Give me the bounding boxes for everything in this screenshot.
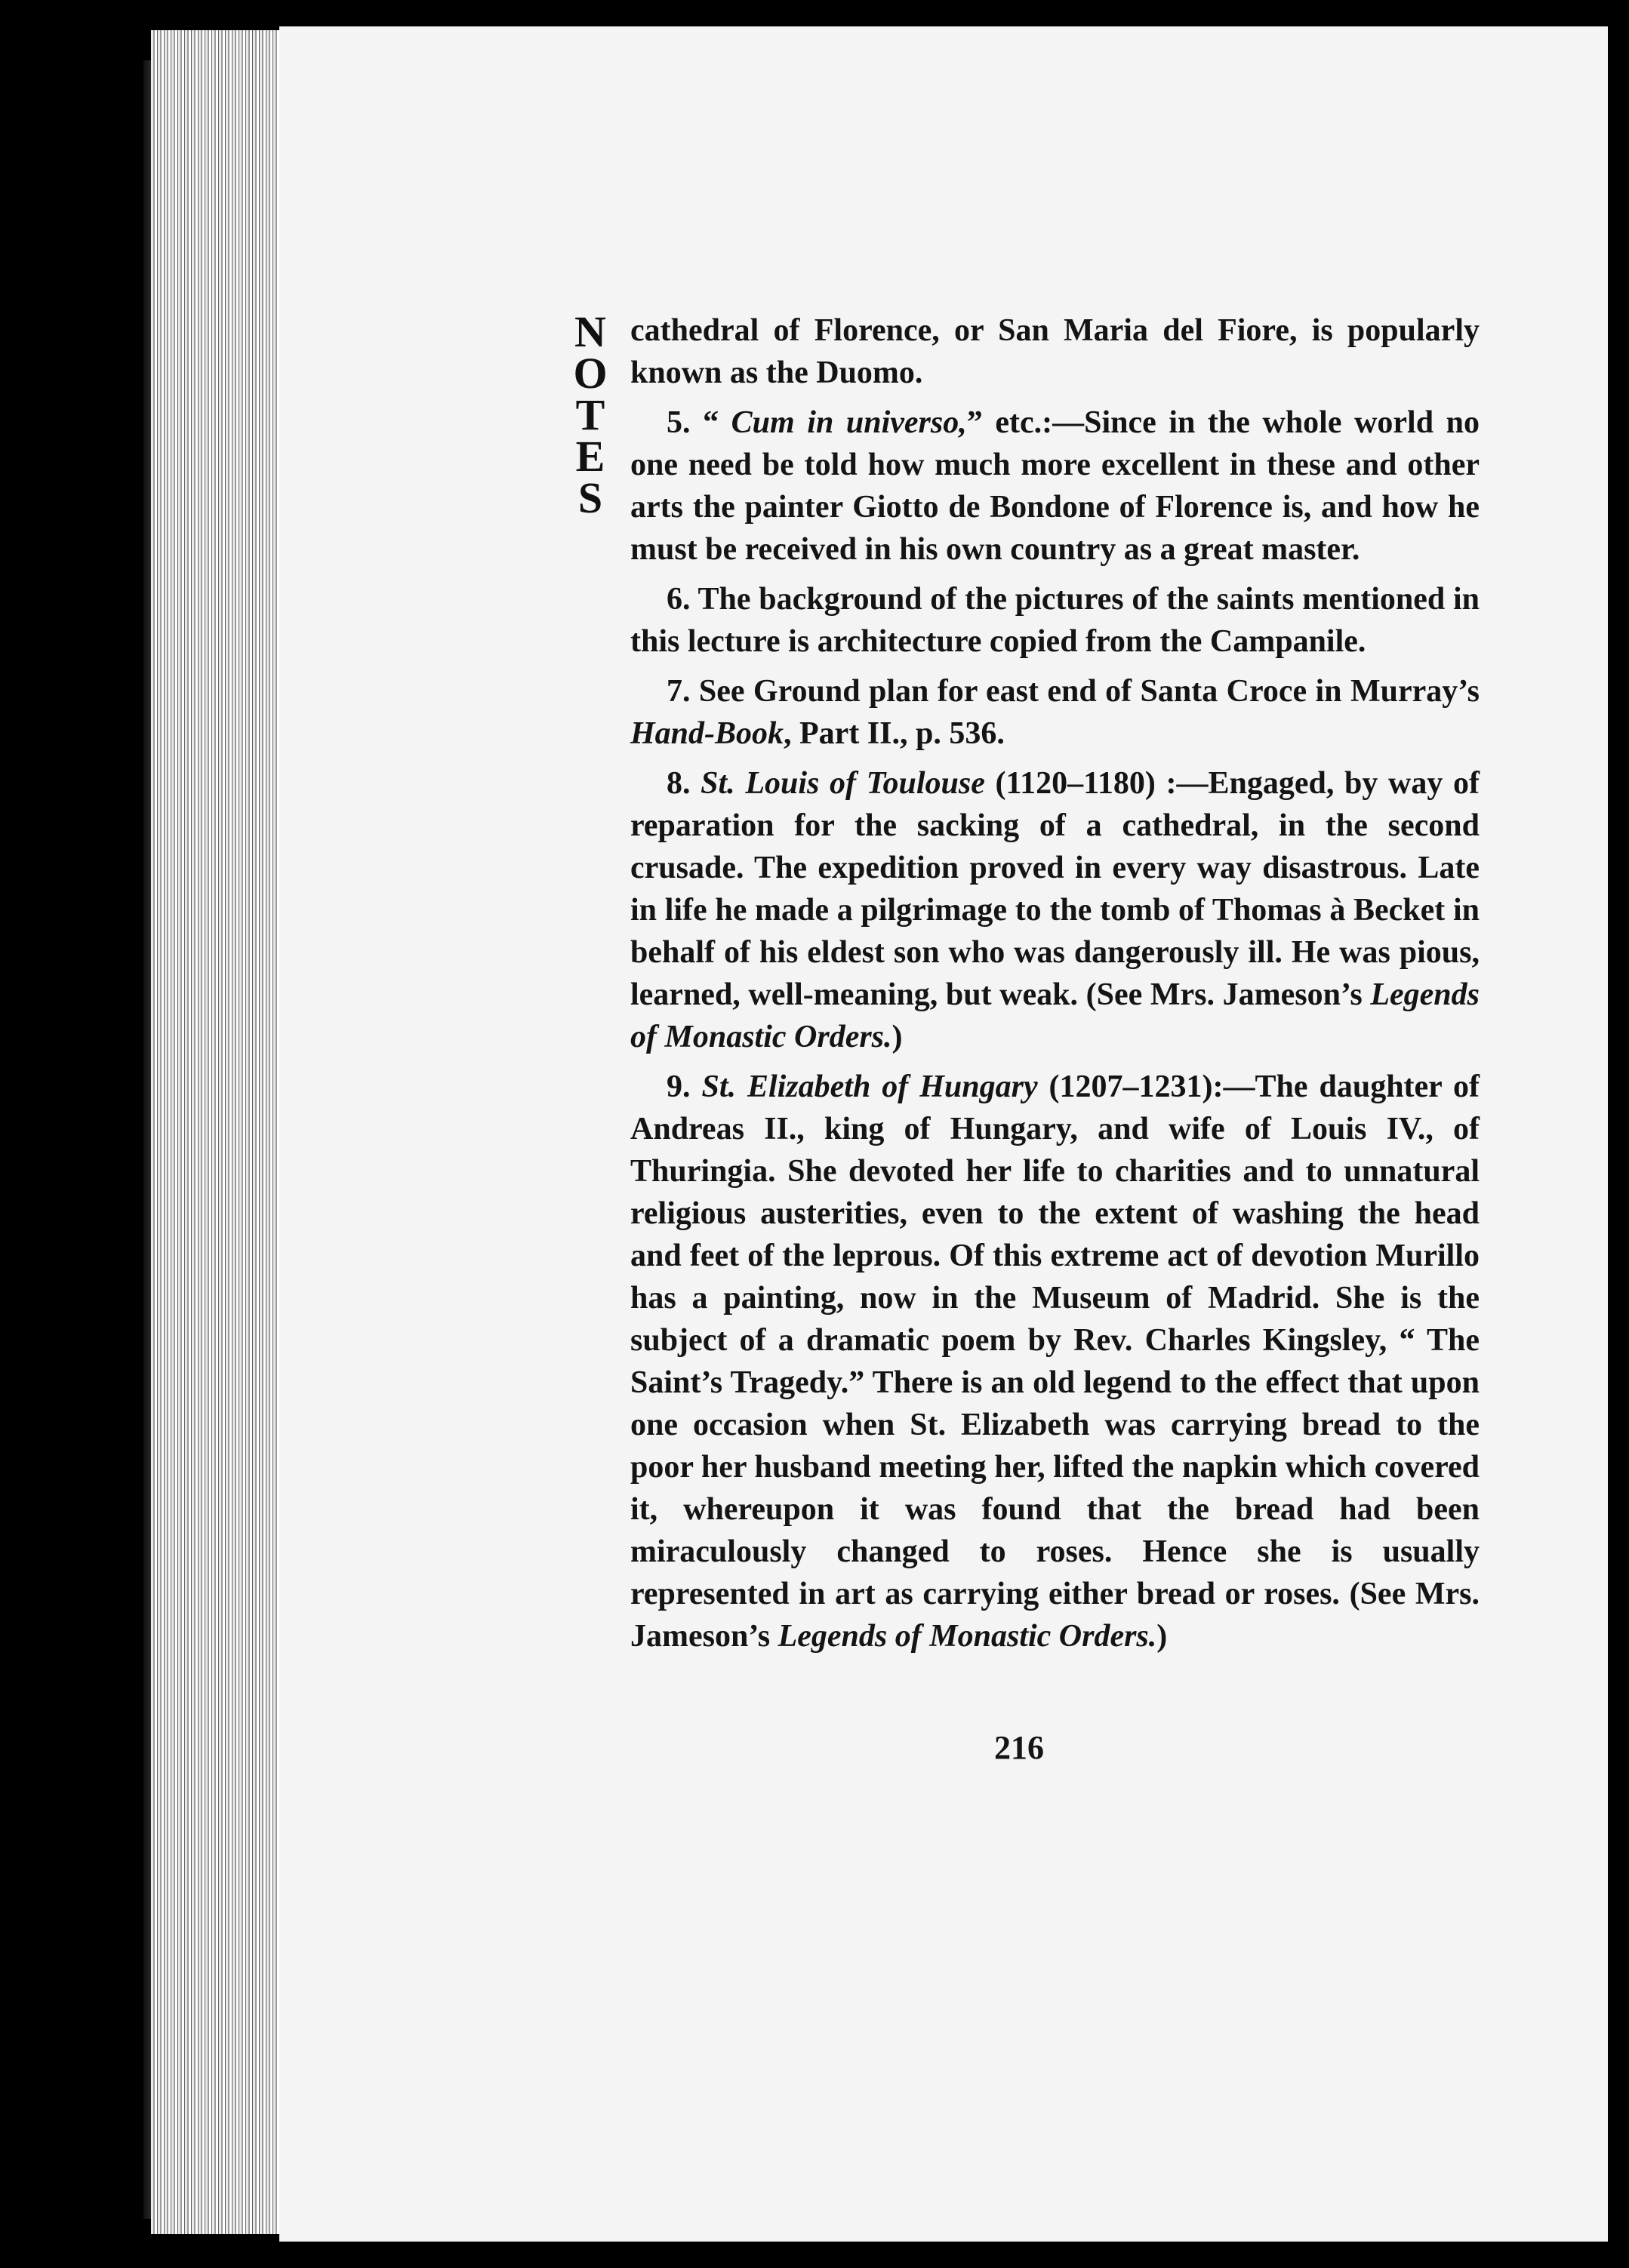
- italic-text-segment: Legends of Monastic Orders.: [778, 1619, 1157, 1654]
- margin-letter: N: [574, 307, 606, 356]
- margin-letter: T: [575, 390, 605, 439]
- text-segment: 9.: [667, 1069, 702, 1104]
- italic-text-segment: Hand-Book: [630, 716, 784, 751]
- text-segment: ” etc.:—Since in the whole world no one need be told how much more excellent in these and other arts the painter Giotto de Bondone of Florence is, and how he must be received in his own country as a great master.: [630, 405, 1480, 567]
- italic-text-segment: St. Elizabeth of Hungary: [701, 1069, 1038, 1104]
- text-segment: 5. “: [667, 405, 731, 440]
- text-segment: ): [1156, 1619, 1168, 1654]
- text-segment: 8.: [667, 766, 701, 801]
- note-paragraph: [630, 762, 1480, 1058]
- text-segment: 7. See Ground plan for east end of Santa Croce in Murray’s: [667, 674, 1480, 709]
- italic-text-segment: Cum in universo,: [731, 405, 967, 440]
- note-paragraph: [630, 402, 1480, 571]
- italic-text-segment: Legends of Monastic Orders.: [630, 977, 1480, 1054]
- text-segment: 6. The background of the pictures of the saints mentioned in this lecture is architecture copied from the Campanile.: [630, 582, 1480, 659]
- margin-letter: E: [575, 432, 605, 481]
- note-paragraph: [630, 578, 1480, 663]
- text-segment: cathedral of Florence, or San Maria del Fiore, is popularly known as the Duomo.: [630, 313, 1480, 390]
- page-number: 216: [994, 1729, 1044, 1766]
- text-segment: , Part II., p. 536.: [784, 716, 1005, 751]
- notes-margin-heading: [568, 307, 613, 522]
- margin-letter: S: [577, 473, 603, 522]
- note-paragraph: [630, 670, 1480, 755]
- text-segment: (1207–1231):—The daughter of Andreas II., king of Hungary, and wife of Louis IV., of Thuringia. She devoted her life to charities and to unnatural religious austerities, even to the extent of washing the head and feet of the leprous. Of this extreme act of devotion Murillo has a painting, now in the Museum of Madrid. She is the subject of a dramatic poem by Rev. Charles Kingsley, “ The Saint’s Tragedy.” There is an old legend to the effect that upon one occasion when St. Elizabeth was carrying bread to the poor her husband meeting her, lifted the napkin which covered it, whereupon it was found that the bread had been miraculously changed to roses. Hence she is usually represented in art as carrying either bread or roses. (See Mrs. Jameson’s: [630, 1069, 1480, 1654]
- margin-letter: O: [573, 349, 608, 398]
- text-segment: (1120–1180) :—Engaged, by way of reparation for the sacking of a cathedral, in the second crusade. The expedition proved in every way disastrous. Late in life he made a pilgrimage to the tomb of Thomas à Becket in behalf of his eldest son who was dangerously ill. He was pious, learned, well-meaning, but weak. (See Mrs. Jameson’s: [630, 766, 1480, 1012]
- note-paragraph: [630, 309, 1480, 394]
- note-paragraph: [630, 1066, 1480, 1657]
- text-segment: ): [891, 1020, 903, 1054]
- page-edge-stack: [151, 30, 287, 2234]
- notes-body: [630, 309, 1480, 1665]
- italic-text-segment: St. Louis of Toulouse: [701, 766, 985, 801]
